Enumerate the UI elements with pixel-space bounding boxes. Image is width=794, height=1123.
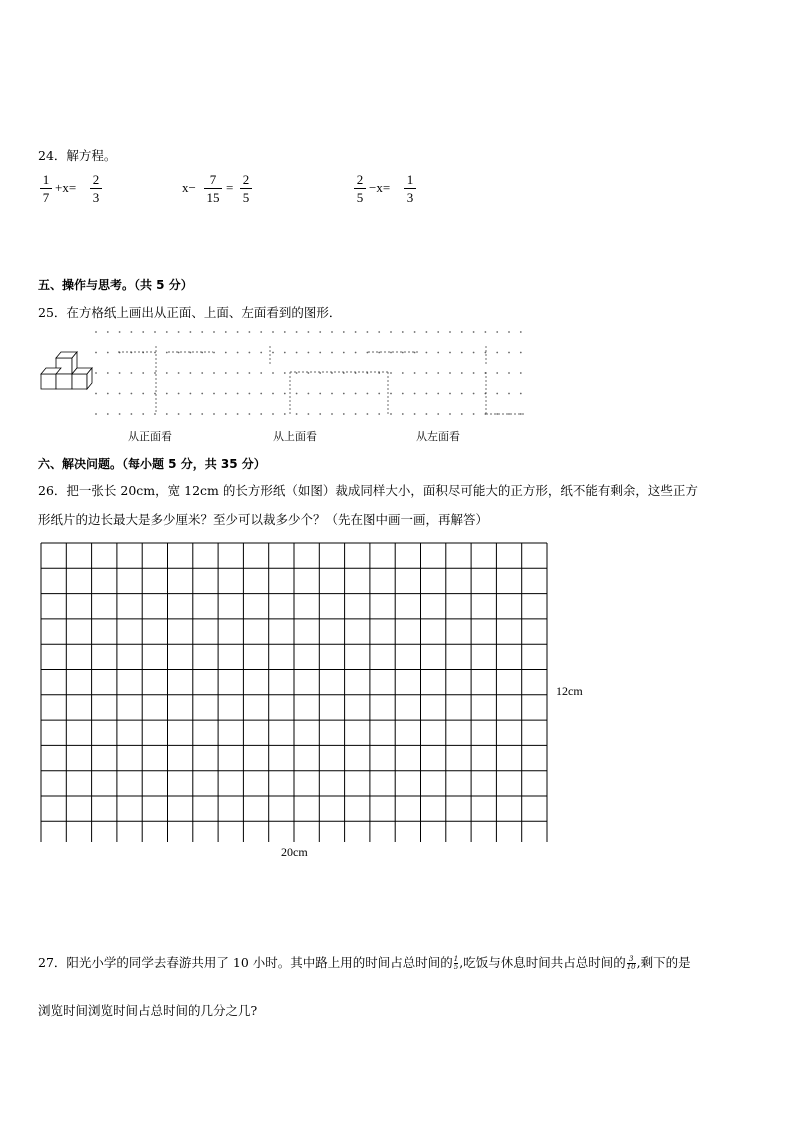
grid-dot xyxy=(272,372,274,374)
grid-dot xyxy=(249,331,251,333)
grid-dot xyxy=(402,413,404,415)
grid-dot xyxy=(461,393,463,395)
fraction: 2 5 xyxy=(240,172,252,205)
q25-figure xyxy=(38,326,538,426)
grid-dot xyxy=(319,352,321,354)
grid-dot xyxy=(449,393,451,395)
grid-dot xyxy=(213,372,215,374)
fraction: 1 3 xyxy=(404,172,416,205)
grid-dot xyxy=(437,372,439,374)
grid-dot xyxy=(485,331,487,333)
grid-dot xyxy=(272,393,274,395)
grid-dot xyxy=(378,393,380,395)
section-heading: 六、解决问题。（每小题 5 分，共 35 分） xyxy=(38,457,266,471)
grid-dot xyxy=(343,413,345,415)
width-label: 20cm xyxy=(281,845,308,859)
grid-dot xyxy=(414,372,416,374)
grid-dot xyxy=(190,393,192,395)
grid-dot xyxy=(461,372,463,374)
grid-dot xyxy=(343,331,345,333)
grid-dot xyxy=(178,372,180,374)
grid-dot xyxy=(496,352,498,354)
grid-dot xyxy=(95,352,97,354)
grid-dot xyxy=(249,372,251,374)
grid-dot xyxy=(190,331,192,333)
grid-dot xyxy=(107,393,109,395)
grid-dot xyxy=(355,393,357,395)
grid-dot xyxy=(496,331,498,333)
grid-dot xyxy=(95,413,97,415)
fraction: 2 5 xyxy=(354,172,366,205)
grid-dot xyxy=(308,413,310,415)
grid-dot xyxy=(178,413,180,415)
grid-dot xyxy=(473,413,475,415)
grid-dot xyxy=(461,413,463,415)
grid-dot xyxy=(190,413,192,415)
grid-dot xyxy=(355,372,357,374)
grid-dot xyxy=(154,393,156,395)
grid-dot xyxy=(390,413,392,415)
grid-dot xyxy=(154,331,156,333)
grid-dot xyxy=(461,331,463,333)
grid-dot xyxy=(367,413,369,415)
grid-dot xyxy=(508,331,510,333)
grid-dot xyxy=(201,331,203,333)
q24-title: 24．解方程。 xyxy=(38,148,117,163)
grid-dot xyxy=(131,331,133,333)
grid-dot xyxy=(296,413,298,415)
grid-dot xyxy=(225,352,227,354)
grid-dot xyxy=(520,352,522,354)
grid-dot xyxy=(107,372,109,374)
grid-dot xyxy=(331,393,333,395)
grid-dot xyxy=(284,372,286,374)
grid-dot xyxy=(331,372,333,374)
caption-front: 从正面看 xyxy=(128,430,172,443)
grid-dot xyxy=(260,352,262,354)
grid-dot xyxy=(284,393,286,395)
grid-dot xyxy=(355,413,357,415)
q25-title: 25．在方格纸上画出从正面、上面、左面看到的图形． xyxy=(38,305,342,320)
grid-dot xyxy=(367,393,369,395)
grid-dot xyxy=(343,393,345,395)
caption-left: 从左面看 xyxy=(416,430,460,443)
grid-dot xyxy=(249,413,251,415)
grid-dot xyxy=(107,331,109,333)
grid-dot xyxy=(284,331,286,333)
grid-dot xyxy=(496,413,498,415)
grid-dot xyxy=(331,331,333,333)
grid-dot xyxy=(249,393,251,395)
section-heading: 五、操作与思考。（共 5 分） xyxy=(38,278,193,292)
grid-dot xyxy=(319,372,321,374)
grid-dot xyxy=(201,393,203,395)
grid-dot xyxy=(520,372,522,374)
grid-dot xyxy=(378,372,380,374)
q26-line1: 26．把一张长 20cm，宽 12cm 的长方形纸（如图）裁成同样大小，面积尽可能大的正方形，纸不能有剩余，这些正方 xyxy=(38,483,698,498)
grid-dot xyxy=(402,393,404,395)
grid-dot xyxy=(213,413,215,415)
grid-dot xyxy=(449,352,451,354)
grid-dot xyxy=(378,331,380,333)
grid-dot xyxy=(308,372,310,374)
caption-top: 从上面看 xyxy=(273,430,317,443)
grid-dot xyxy=(520,331,522,333)
grid-dot xyxy=(402,352,404,354)
grid-dot xyxy=(131,413,133,415)
grid-dot xyxy=(437,413,439,415)
grid-dot xyxy=(237,352,239,354)
grid-dot xyxy=(237,331,239,333)
grid-dot xyxy=(225,413,227,415)
grid-dot xyxy=(496,372,498,374)
grid-dot xyxy=(95,393,97,395)
grid-dot xyxy=(331,413,333,415)
grid-dot xyxy=(473,352,475,354)
grid-dot xyxy=(213,331,215,333)
grid-dot xyxy=(225,393,227,395)
grid-dot xyxy=(426,331,428,333)
grid-dot xyxy=(178,393,180,395)
grid-dot xyxy=(508,413,510,415)
grid-dot xyxy=(414,413,416,415)
grid-dot xyxy=(426,413,428,415)
fraction: $\frac{1}{5}$ xyxy=(453,955,459,971)
grid-dot xyxy=(178,331,180,333)
fraction: 7 15 xyxy=(204,172,222,205)
grid-dot xyxy=(449,331,451,333)
fraction: 2 3 xyxy=(90,172,102,205)
grid-dot xyxy=(308,352,310,354)
grid-dot xyxy=(142,413,144,415)
grid-dot xyxy=(331,352,333,354)
grid-dot xyxy=(154,352,156,354)
grid-dot xyxy=(272,352,274,354)
grid-dot xyxy=(237,372,239,374)
grid-dot xyxy=(284,352,286,354)
grid-dot xyxy=(237,413,239,415)
grid-dot xyxy=(272,413,274,415)
grid-dot xyxy=(166,393,168,395)
grid-dot xyxy=(319,393,321,395)
grid-dot xyxy=(319,413,321,415)
grid-dot xyxy=(190,372,192,374)
grid-dot xyxy=(107,413,109,415)
fraction: 1 7 xyxy=(40,172,52,205)
grid-dot xyxy=(414,331,416,333)
grid-dot xyxy=(402,372,404,374)
grid-dot xyxy=(343,372,345,374)
grid-dot xyxy=(95,331,97,333)
grid-dot xyxy=(390,331,392,333)
grid-dot xyxy=(154,372,156,374)
grid-dot xyxy=(296,331,298,333)
grid-dot xyxy=(343,352,345,354)
grid-dot xyxy=(367,372,369,374)
fraction: $\frac{3}{10}$ xyxy=(626,955,636,971)
grid-dot xyxy=(449,372,451,374)
grid-dot xyxy=(520,413,522,415)
grid-dot xyxy=(437,331,439,333)
grid-dot xyxy=(426,372,428,374)
grid-dot xyxy=(390,393,392,395)
grid-dot xyxy=(131,393,133,395)
grid-dot xyxy=(461,352,463,354)
q26-line2: 形纸片的边长最大是多少厘米？至少可以裁多少个？（先在图中画一画，再解答） xyxy=(38,512,489,527)
grid-dot xyxy=(284,413,286,415)
grid-dot xyxy=(355,331,357,333)
grid-dot xyxy=(378,352,380,354)
grid-dot xyxy=(308,393,310,395)
grid-dot xyxy=(260,372,262,374)
drawn-views xyxy=(118,346,526,414)
grid-dot xyxy=(131,372,133,374)
dotted-grid xyxy=(95,331,522,415)
grid-dot xyxy=(225,372,227,374)
grid-dot xyxy=(237,393,239,395)
cube-stack-figure xyxy=(41,352,92,389)
grid-dot xyxy=(272,331,274,333)
grid-dot xyxy=(201,372,203,374)
height-label: 12cm xyxy=(556,684,583,698)
grid-dot xyxy=(260,413,262,415)
grid-dot xyxy=(367,331,369,333)
grid-dot xyxy=(166,352,168,354)
grid-dot xyxy=(119,372,121,374)
grid-dot xyxy=(166,413,168,415)
grid-dot xyxy=(225,331,227,333)
grid-dot xyxy=(166,331,168,333)
grid-dot xyxy=(414,393,416,395)
rectangle-grid xyxy=(40,542,552,842)
grid-dot xyxy=(355,352,357,354)
grid-dot xyxy=(249,352,251,354)
grid-dot xyxy=(296,352,298,354)
grid-dot xyxy=(508,372,510,374)
grid-dot xyxy=(142,372,144,374)
grid-dot xyxy=(296,372,298,374)
grid-dot xyxy=(213,352,215,354)
grid-dot xyxy=(119,331,121,333)
grid-dot xyxy=(402,331,404,333)
grid-dot xyxy=(119,393,121,395)
grid-dot xyxy=(437,393,439,395)
grid-dot xyxy=(473,331,475,333)
grid-dot xyxy=(508,352,510,354)
grid-dot xyxy=(449,413,451,415)
grid-dot xyxy=(142,331,144,333)
grid-dot xyxy=(437,352,439,354)
grid-dot xyxy=(213,393,215,395)
grid-dot xyxy=(508,393,510,395)
grid-dot xyxy=(308,331,310,333)
grid-dot xyxy=(390,372,392,374)
grid-dot xyxy=(107,352,109,354)
grid-dot xyxy=(119,413,121,415)
q27-line1: 27．阳光小学的同学去春游共用了 10 小时。其中路上用的时间占总时间的$\frac{1}{5}$,吃饭与休息时间共占总时间的$\frac{3}{10}$,剩下的是 xyxy=(38,955,691,971)
grid-dot xyxy=(296,393,298,395)
grid-dot xyxy=(473,393,475,395)
grid-dot xyxy=(142,393,144,395)
grid-dot xyxy=(260,331,262,333)
grid-dot xyxy=(166,372,168,374)
grid-dot xyxy=(426,352,428,354)
grid-dot xyxy=(154,413,156,415)
q27-line2: 浏览时间浏览时间占总时间的几分之几? xyxy=(38,1003,258,1018)
grid-dot xyxy=(473,372,475,374)
grid-dot xyxy=(426,393,428,395)
grid-dot xyxy=(496,393,498,395)
grid-dot xyxy=(95,372,97,374)
grid-dot xyxy=(520,393,522,395)
grid-dot xyxy=(378,413,380,415)
grid-dot xyxy=(201,413,203,415)
grid-dot xyxy=(390,352,392,354)
grid-dot xyxy=(319,331,321,333)
grid-dot xyxy=(260,393,262,395)
